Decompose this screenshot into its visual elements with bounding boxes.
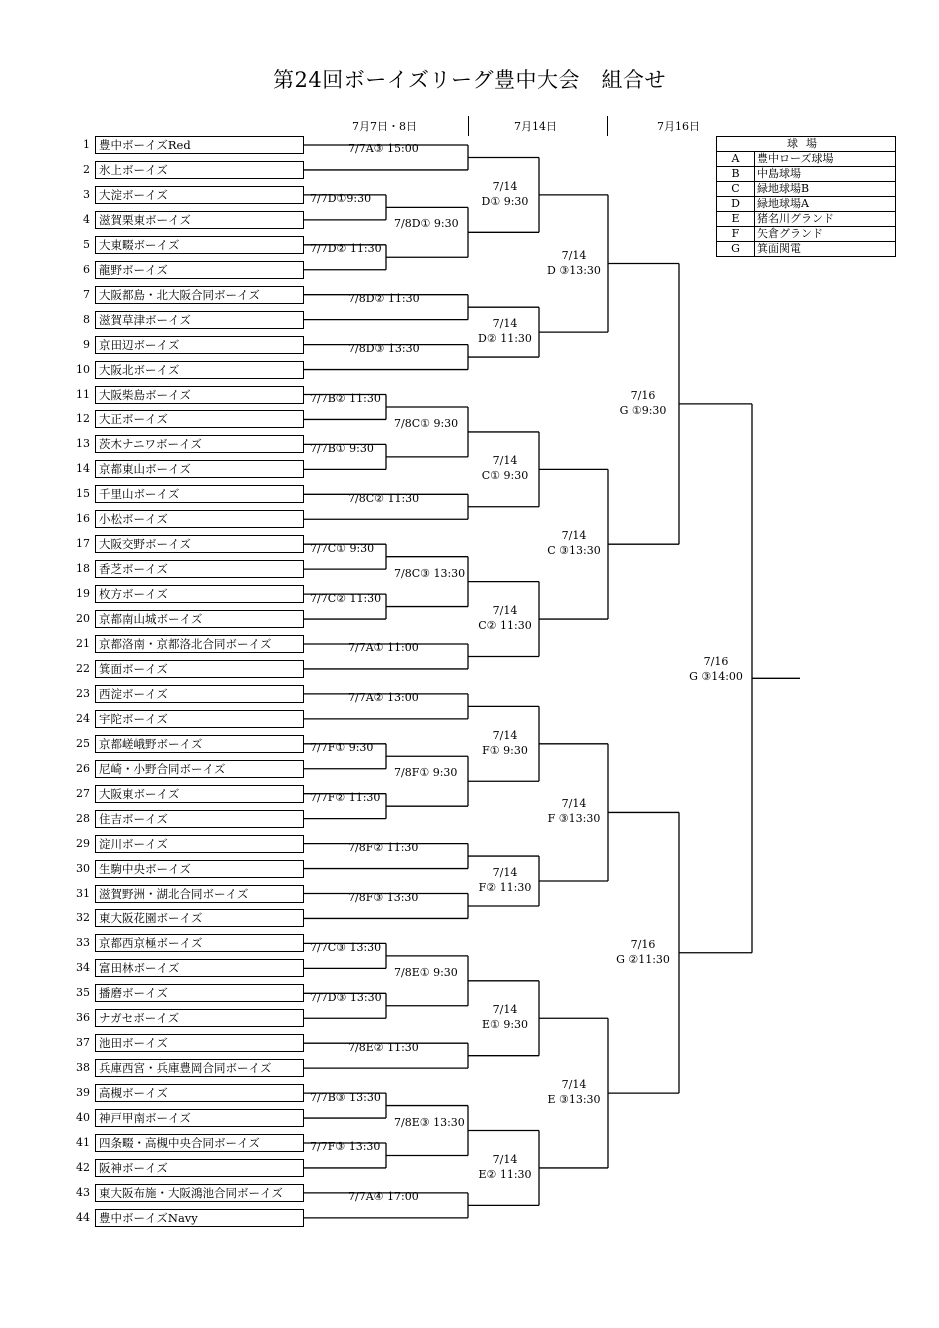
match-code: E② 11:30 xyxy=(478,1167,532,1181)
first-round-match-label: 7/7F② 11:30 xyxy=(310,791,381,805)
match-code: D① 9:30 xyxy=(481,194,529,208)
match-date: 7/14 xyxy=(561,248,587,262)
team-number: 8 xyxy=(83,312,90,326)
team-number: 35 xyxy=(76,986,90,1000)
match-date: 7/14 xyxy=(561,529,587,543)
team-name-box: 大淀ボーイズ xyxy=(95,186,304,204)
team-name-box: 尼崎・小野合同ボーイズ xyxy=(95,760,304,778)
quarter-round-match-label xyxy=(465,728,545,758)
venue-row: D 緑地球場A xyxy=(717,197,896,212)
team-number: 25 xyxy=(76,736,90,750)
team-number: 7 xyxy=(83,287,90,301)
round-header-1: 7月7日・8日 xyxy=(352,120,417,133)
first-round-match-label: 7/7A① 11:00 xyxy=(348,641,419,655)
team-name-box: 枚方ボーイズ xyxy=(95,585,304,603)
team-number: 19 xyxy=(76,587,90,601)
first-round-match-label: 7/7C① 9:30 xyxy=(310,541,375,555)
team-number: 31 xyxy=(76,886,90,900)
team-name-box: 滋賀草津ボーイズ xyxy=(95,311,304,329)
match-code: F ③13:30 xyxy=(547,812,601,826)
first-round-match-label: 7/7A② 13:00 xyxy=(348,691,419,705)
page-title: 第24回ボーイズリーグ豊中大会 組合せ xyxy=(272,68,666,92)
match-code: G ①9:30 xyxy=(619,403,667,417)
semi-round-match-label xyxy=(534,1077,614,1107)
second-round-match-label: 7/8D① 9:30 xyxy=(394,217,459,231)
match-code: F① 9:30 xyxy=(482,743,528,757)
match-date: 7/14 xyxy=(492,1003,518,1017)
team-number: 38 xyxy=(76,1061,90,1075)
team-number: 42 xyxy=(76,1160,90,1174)
match-date: 7/14 xyxy=(561,797,587,811)
first-round-match-label: 7/7D①9:30 xyxy=(310,192,372,206)
match-date: 7/16 xyxy=(630,937,656,951)
team-name-box: 阪神ボーイズ xyxy=(95,1159,304,1177)
team-name-box: 大阪東ボーイズ xyxy=(95,785,304,803)
quarter-round-match-label xyxy=(465,1152,545,1182)
match-code: D ③13:30 xyxy=(547,263,601,277)
venue-legend-table xyxy=(716,136,896,257)
quarter-round-match-label xyxy=(465,865,545,895)
team-name-box: 滋賀栗東ボーイズ xyxy=(95,211,304,229)
team-number: 26 xyxy=(76,761,90,775)
match-date: 7/16 xyxy=(703,655,729,669)
match-date: 7/14 xyxy=(492,454,518,468)
team-name-box: 宇陀ボーイズ xyxy=(95,710,304,728)
team-name-box: 淀川ボーイズ xyxy=(95,835,304,853)
match-date: 7/14 xyxy=(492,1152,518,1166)
team-number: 39 xyxy=(76,1086,90,1100)
team-name-box: 香芝ボーイズ xyxy=(95,560,304,578)
team-name-box: 京都南山城ボーイズ xyxy=(95,610,304,628)
team-number: 13 xyxy=(76,437,90,451)
team-name-box: 氷上ボーイズ xyxy=(95,161,304,179)
team-number: 23 xyxy=(76,686,90,700)
first-round-match-label: 7/8D② 11:30 xyxy=(348,292,420,306)
team-number: 28 xyxy=(76,811,90,825)
semi-round-match-label xyxy=(534,528,614,558)
second-round-match-label: 7/8C① 9:30 xyxy=(394,416,459,430)
match-code: C ③13:30 xyxy=(547,544,601,558)
team-name-box: 京都西京極ボーイズ xyxy=(95,934,304,952)
semifinal-match-label xyxy=(603,937,683,967)
team-name-box: 京田辺ボーイズ xyxy=(95,336,304,354)
team-name-box: 大東畷ボーイズ xyxy=(95,236,304,254)
team-name-box: 大阪交野ボーイズ xyxy=(95,535,304,553)
first-round-match-label: 7/7B③ 13:30 xyxy=(310,1090,381,1104)
team-number: 12 xyxy=(76,412,90,426)
team-number: 6 xyxy=(83,262,90,276)
team-number: 33 xyxy=(76,936,90,950)
team-number: 37 xyxy=(76,1036,90,1050)
team-name-box: 豊中ボーイズNavy xyxy=(95,1209,304,1227)
venue-legend-header: 球場 xyxy=(717,137,896,152)
quarter-round-match-label xyxy=(465,603,545,633)
first-round-match-label: 7/8D③ 13:30 xyxy=(348,342,420,356)
second-round-match-label: 7/8C③ 13:30 xyxy=(394,566,466,580)
first-round-match-label: 7/7B② 11:30 xyxy=(310,391,381,405)
venue-row: G 箕面関電 xyxy=(717,242,896,257)
team-name-box: 西淀ボーイズ xyxy=(95,685,304,703)
team-name-box: 千里山ボーイズ xyxy=(95,485,304,503)
team-number: 16 xyxy=(76,512,90,526)
final-match-label xyxy=(676,654,756,684)
team-name-box: 大阪都島・北大阪合同ボーイズ xyxy=(95,286,304,304)
team-number: 2 xyxy=(83,162,90,176)
team-number: 27 xyxy=(76,786,90,800)
match-date: 7/14 xyxy=(492,604,518,618)
match-code: G ②11:30 xyxy=(616,952,670,966)
team-number: 29 xyxy=(76,836,90,850)
venue-row: C 緑地球場B xyxy=(717,182,896,197)
team-name-box: 東大阪布施・大阪鴻池合同ボーイズ xyxy=(95,1184,304,1202)
team-number: 34 xyxy=(76,961,90,975)
team-number: 32 xyxy=(76,911,90,925)
quarter-round-match-label xyxy=(465,1002,545,1032)
match-date: 7/14 xyxy=(492,728,518,742)
first-round-match-label: 7/7C③ 13:30 xyxy=(310,940,382,954)
semi-round-match-label xyxy=(534,248,614,278)
team-number: 22 xyxy=(76,661,90,675)
venue-row: F 矢倉グランド xyxy=(717,227,896,242)
team-name-box: 滋賀野洲・湖北合同ボーイズ xyxy=(95,885,304,903)
team-name-box: 池田ボーイズ xyxy=(95,1034,304,1052)
team-name-box: 大阪柴島ボーイズ xyxy=(95,386,304,404)
venue-row: A 豊中ローズ球場 xyxy=(717,152,896,167)
first-round-match-label: 7/7D② 11:30 xyxy=(310,242,382,256)
second-round-match-label: 7/8E① 9:30 xyxy=(394,965,458,979)
first-round-match-label: 7/8E② 11:30 xyxy=(348,1040,419,1054)
team-name-box: 兵庫西宮・兵庫豊岡合同ボーイズ xyxy=(95,1059,304,1077)
quarter-round-match-label xyxy=(465,453,545,483)
match-code: E① 9:30 xyxy=(481,1018,529,1032)
team-number: 36 xyxy=(76,1011,90,1025)
second-round-match-label: 7/8E③ 13:30 xyxy=(394,1115,465,1129)
semifinal-match-label xyxy=(603,388,683,418)
team-number: 17 xyxy=(76,537,90,551)
first-round-match-label: 7/7B① 9:30 xyxy=(310,441,374,455)
team-number: 21 xyxy=(76,637,90,650)
match-code: C② 11:30 xyxy=(478,619,532,633)
first-round-match-label: 7/7C② 11:30 xyxy=(310,591,382,605)
quarter-round-match-label xyxy=(465,179,545,209)
team-name-box: 京都嵯峨野ボーイズ xyxy=(95,735,304,753)
team-number: 11 xyxy=(76,387,90,401)
second-round-match-label: 7/8F① 9:30 xyxy=(394,766,458,780)
first-round-match-label: 7/7D③ 13:30 xyxy=(310,990,382,1004)
team-number: 10 xyxy=(76,362,90,376)
team-name-box: 生駒中央ボーイズ xyxy=(95,860,304,878)
first-round-match-label: 7/7F① 9:30 xyxy=(310,741,374,755)
team-name-box: 大阪北ボーイズ xyxy=(95,361,304,379)
team-name-box: 京都東山ボーイズ xyxy=(95,460,304,478)
match-code: F② 11:30 xyxy=(478,881,532,895)
team-number: 18 xyxy=(76,562,90,576)
team-name-box: 富田林ボーイズ xyxy=(95,959,304,977)
team-name-box: ナガセボーイズ xyxy=(95,1009,304,1027)
team-name-box: 神戸甲南ボーイズ xyxy=(95,1109,304,1127)
team-name-box: 播磨ボーイズ xyxy=(95,984,304,1002)
team-number: 30 xyxy=(76,861,90,875)
match-code: C① 9:30 xyxy=(481,469,529,483)
team-number: 1 xyxy=(83,138,90,151)
team-name-box: 箕面ボーイズ xyxy=(95,660,304,678)
match-code: E ③13:30 xyxy=(547,1093,601,1107)
team-number: 14 xyxy=(76,462,90,476)
team-name-box: 高槻ボーイズ xyxy=(95,1084,304,1102)
team-number: 15 xyxy=(76,487,90,501)
venue-row: B 中島球場 xyxy=(717,167,896,182)
first-round-match-label: 7/7A③ 15:00 xyxy=(348,142,419,156)
match-date: 7/14 xyxy=(492,179,518,193)
team-number: 9 xyxy=(83,337,90,351)
first-round-match-label: 7/8C② 11:30 xyxy=(348,491,420,505)
team-name-box: 豊中ボーイズRed xyxy=(95,136,304,154)
match-date: 7/14 xyxy=(561,1078,587,1092)
team-name-box: 茨木ナニワボーイズ xyxy=(95,435,304,453)
team-name-box: 龍野ボーイズ xyxy=(95,261,304,279)
team-number: 41 xyxy=(76,1136,90,1149)
first-round-match-label: 7/7A④ 17:00 xyxy=(348,1190,419,1204)
team-name-box: 四条畷・高槻中央合同ボーイズ xyxy=(95,1134,304,1152)
team-name-box: 京都洛南・京都洛北合同ボーイズ xyxy=(95,635,304,653)
team-name-box: 小松ボーイズ xyxy=(95,510,304,528)
team-number: 20 xyxy=(76,612,90,626)
match-date: 7/14 xyxy=(492,317,518,331)
quarter-round-match-label xyxy=(465,316,545,346)
round-header-2: 7月14日 xyxy=(514,120,557,133)
team-number: 3 xyxy=(83,187,90,201)
team-name-box: 大正ボーイズ xyxy=(95,410,304,428)
team-name-box: 東大阪花園ボーイズ xyxy=(95,909,304,927)
team-number: 5 xyxy=(83,237,90,251)
team-number: 4 xyxy=(83,212,90,226)
match-date: 7/14 xyxy=(492,866,518,880)
venue-row: E 猪名川グランド xyxy=(717,212,896,227)
first-round-match-label: 7/8F② 11:30 xyxy=(348,841,419,855)
match-code: G ③14:00 xyxy=(689,670,743,684)
semi-round-match-label xyxy=(534,796,614,826)
team-number: 44 xyxy=(76,1210,90,1224)
first-round-match-label: 7/7F③ 13:30 xyxy=(310,1140,381,1154)
team-number: 40 xyxy=(76,1111,90,1125)
team-name-box: 住吉ボーイズ xyxy=(95,810,304,828)
match-date: 7/16 xyxy=(630,388,656,402)
team-number: 43 xyxy=(76,1185,90,1199)
team-number: 24 xyxy=(76,711,90,725)
match-code: D② 11:30 xyxy=(478,332,532,346)
first-round-match-label: 7/8F③ 13:30 xyxy=(348,890,419,904)
round-header-3: 7月16日 xyxy=(657,120,700,133)
